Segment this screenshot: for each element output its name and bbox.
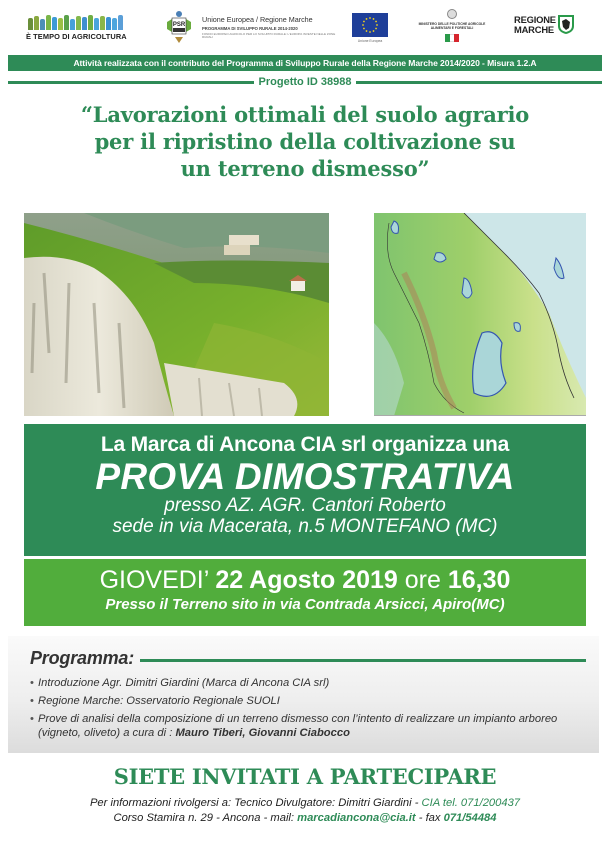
list-item-text: Prove di analisi della composizione di un terreno dismesso con l’intento di realizzare un impianto arboreo (vigneto, oliveto) a cura di : — [38, 713, 558, 739]
regione-marche-logo — [514, 14, 580, 42]
eu-star — [373, 30, 375, 32]
psr-line3: FONDO EUROPEO AGRICOLO PER LO SVILUPPO RURALE: L'EUROPA INVESTE NELLE ZONE RURALI — [202, 32, 336, 40]
divider — [140, 659, 586, 662]
title-line2: per il ripristino della coltivazione su — [94, 129, 516, 154]
republic-emblem-icon — [447, 9, 457, 19]
regione-line2: MARCHE — [514, 24, 554, 35]
psr-badge-icon — [164, 10, 194, 44]
day-label: GIOVEDI’ — [99, 566, 209, 594]
eu-star — [373, 18, 375, 20]
italian-flag-icon — [445, 34, 459, 42]
speaker-names: Mauro Tiberi, Giovanni Ciabocco — [175, 727, 350, 739]
landscape-photo — [24, 213, 329, 416]
invitation-heading: SIETE INVITATI A PARTECIPARE — [113, 764, 497, 789]
regione-line1: REGIONE — [514, 14, 556, 25]
cia-phone[interactable]: CIA tel. 071/200437 — [421, 797, 521, 809]
programma-list — [30, 676, 590, 744]
event-title — [0, 101, 610, 182]
eu-star — [366, 18, 368, 20]
eu-flag-icon — [352, 13, 388, 37]
eu-star — [366, 30, 368, 32]
list-item — [30, 676, 590, 690]
eu-logo — [352, 13, 388, 43]
contact-line2 — [0, 811, 610, 826]
funding-banner: Attività realizzata con il contributo del Programma di Sviluppo Rurale della Regione Marche 2014/2020 - Misura 1.2.A — [8, 55, 602, 71]
divider — [8, 81, 254, 84]
eu-star — [362, 24, 364, 26]
date-box — [24, 559, 586, 626]
eu-star — [375, 28, 377, 30]
contact-line1 — [0, 796, 610, 811]
event-time: 16,30 — [447, 566, 511, 594]
marche-region-map — [374, 213, 586, 416]
project-id-row — [8, 75, 602, 89]
event-headline: PROVA DIMOSTRATIVA — [95, 456, 515, 497]
list-item — [30, 712, 590, 740]
programma-panel — [8, 636, 599, 753]
project-id: Progetto ID 38988 — [258, 76, 352, 88]
eu-star — [363, 21, 365, 23]
ministero-logo — [410, 9, 494, 49]
eu-star — [369, 17, 371, 19]
eu-star — [363, 28, 365, 30]
tempo-di-agricoltura-logo — [26, 14, 136, 44]
eu-star — [376, 24, 378, 26]
list-item-text: Introduzione Agr. Dimitri Giardini (Marca di Ancona CIA srl) — [38, 677, 330, 689]
fax-label: - fax — [415, 812, 444, 824]
eu-star — [369, 31, 371, 33]
regione-shield-icon — [558, 15, 574, 34]
people-icon — [26, 14, 136, 30]
ministero-line2: ALIMENTARI E FORESTALI — [430, 26, 474, 30]
psr-logo — [164, 10, 344, 46]
programma-title: Programma: — [30, 648, 135, 668]
event-place: Presso il Terreno sito in via Contrada Arsicci, Apiro(MC) — [105, 596, 505, 613]
fax-number: 071/54484 — [443, 812, 497, 824]
organizer-line: La Marca di Ancona CIA srl organizza una — [100, 433, 510, 456]
organizer-box — [24, 424, 586, 556]
psr-line2: PROGRAMMA DI SVILUPPO RURALE 2014-2020 — [202, 26, 298, 31]
psr-line1: Unione Europea / Regione Marche — [202, 15, 313, 24]
date-time-line — [24, 565, 586, 595]
title-line3: un terreno dismesso” — [180, 156, 430, 181]
contact-email-link[interactable]: marcadiancona@cia.it — [297, 812, 416, 824]
eu-star — [375, 21, 377, 23]
logo-strip — [0, 0, 610, 54]
psr-badge-text: PSR — [172, 22, 186, 28]
time-label: ore — [404, 566, 441, 594]
event-date: 22 Agosto 2019 — [215, 566, 398, 594]
agricoltura-label: È TEMPO DI AGRICOLTURA — [26, 32, 127, 41]
divider — [356, 81, 602, 84]
venue-farm: presso AZ. AGR. Cantori Roberto — [164, 495, 446, 516]
eu-caption: Unione Europea — [357, 39, 383, 43]
list-item — [30, 694, 590, 708]
contact-person: Per informazioni rivolgersi a: Tecnico Divulgatore: Dimitri Giardini - — [89, 797, 422, 809]
ministero-line1: MINISTERO DELLE POLITICHE AGRICOLE — [418, 22, 486, 26]
contact-address: Corso Stamira n. 29 - Ancona - mail: — [113, 812, 298, 824]
venue-address: sede in via Macerata, n.5 MONTEFANO (MC) — [112, 516, 498, 537]
list-item-text: Regione Marche: Osservatorio Regionale SUOLI — [38, 695, 280, 707]
title-line1: “Lavorazioni ottimali del suolo agrario — [80, 102, 530, 127]
